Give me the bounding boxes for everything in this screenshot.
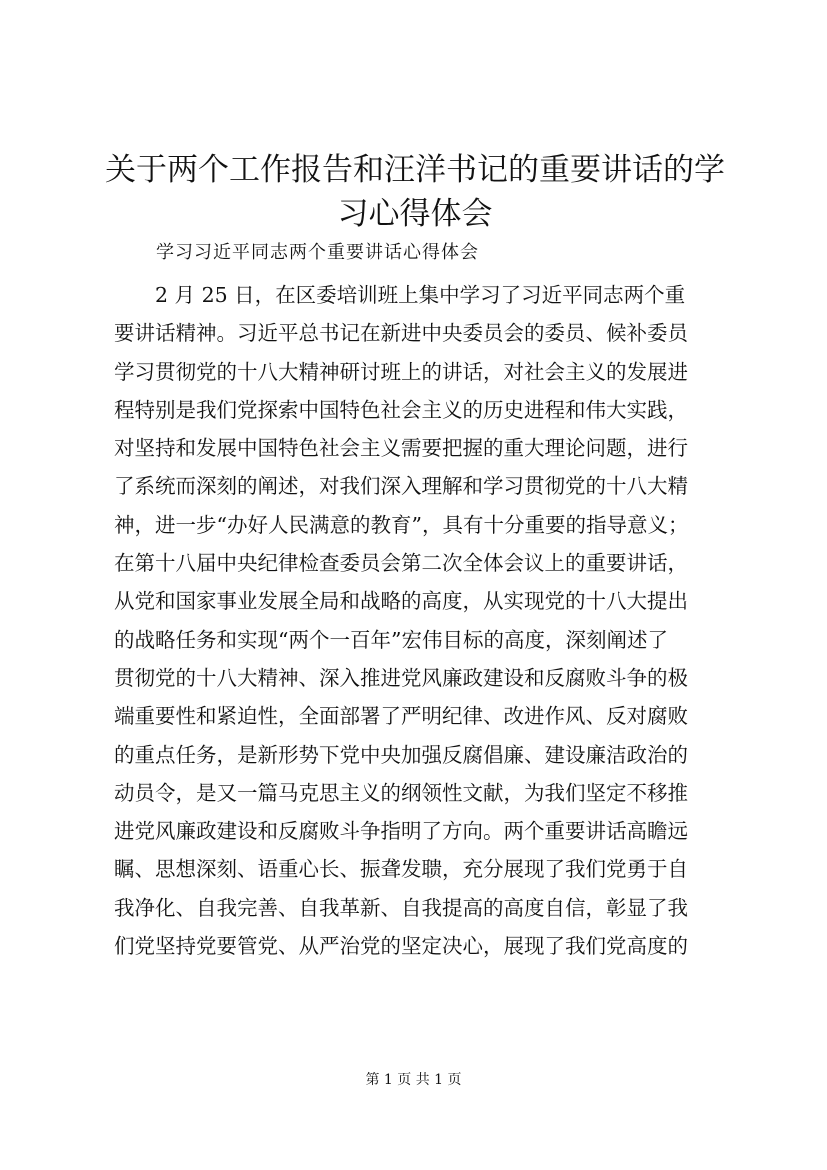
body-line: 的重点任务，是新形势下党中央加强反腐倡廉、建设廉洁政治的: [114, 742, 688, 767]
body-line: 神，进一步“办好人民满意的教育”，具有十分重要的指导意义；: [114, 512, 689, 537]
body-line: 进党风廉政建设和反腐败斗争指明了方向。两个重要讲话高瞻远: [114, 819, 688, 844]
body-line: 贯彻党的十八大精神、深入推进党风廉政建设和反腐败斗争的极: [114, 665, 688, 690]
body-text: [114, 276, 734, 965]
body-line: 对坚持和发展中国特色社会主义需要把握的重大理论问题，进行: [114, 436, 688, 461]
body-line: 瞩、思想深刻、语重心长、振聋发聩，充分展现了我们党勇于自: [114, 857, 688, 882]
body-line: 从党和国家事业发展全局和战略的高度，从实现党的十八大提出: [114, 589, 688, 614]
body-line: 要讲话精神。习近平总书记在新进中央委员会的委员、候补委员: [114, 321, 688, 346]
body-line: 端重要性和紧迫性，全面部署了严明纪律、改进作风、反对腐败: [114, 704, 688, 729]
body-line: 我净化、自我完善、自我革新、自我提高的高度自信，彰显了我: [114, 895, 688, 920]
body-line: 们党坚持党要管党、从严治党的坚定决心，展现了我们党高度的: [114, 934, 688, 959]
page-footer: 第 1 页 共 1 页: [365, 1072, 462, 1088]
body-line: 了系统而深刻的阐述，对我们深入理解和学习贯彻党的十八大精: [114, 474, 688, 499]
body-line: 的战略任务和实现“两个一百年”宏伟目标的高度，深刻阐述了: [114, 627, 668, 652]
document-subtitle: 学习习近平同志两个重要讲话心得体会: [156, 242, 479, 263]
body-line: 学习贯彻党的十八大精神研讨班上的讲话，对社会主义的发展进: [114, 359, 688, 384]
body-line: 动员令，是又一篇马克思主义的纲领性文献，为我们坚定不移推: [114, 780, 688, 805]
document-title: 关于两个工作报告和汪洋书记的重要讲话的学习心得体会: [105, 152, 725, 232]
body-line: 在第十八届中央纪律检查委员会第二次全体会议上的重要讲话，: [114, 551, 688, 576]
body-line: 2 月 25 日，在区委培训班上集中学习了习近平同志两个重: [155, 283, 686, 307]
body-line: 程特别是我们党探索中国特色社会主义的历史进程和伟大实践，: [114, 397, 688, 422]
